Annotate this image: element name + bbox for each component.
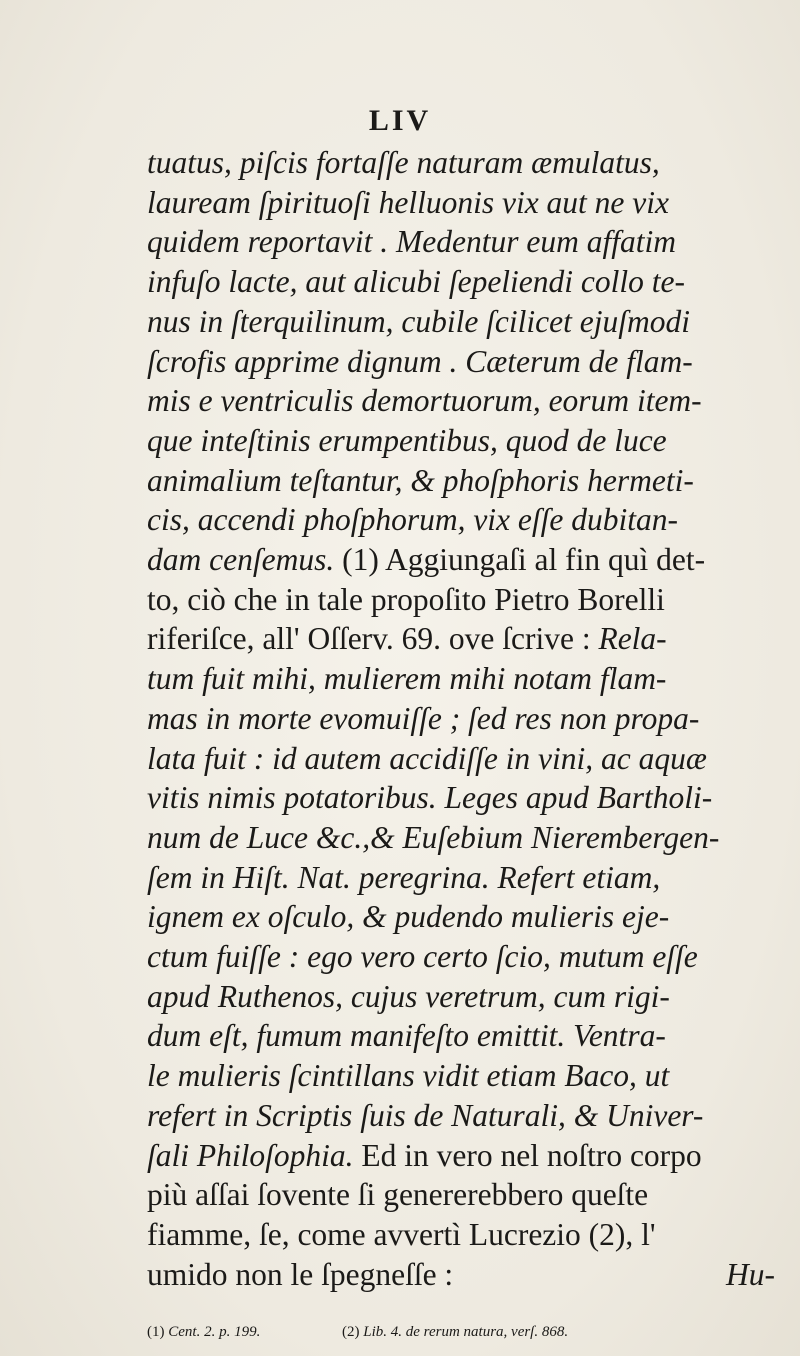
text-line: ſali Philoſophia. Ed in vero nel noſtro corpo [147,1137,702,1173]
text-line: tuatus, piſcis fortaſſe naturam æmulatus, [147,145,660,180]
text-line: le mulieris ſcintillans vidit etiam Baco, ut [147,1058,670,1094]
text-line: cis, accendi phoſphorum, vix eſſe dubitan- [147,502,678,538]
text-line: ſem in Hiſt. Nat. peregrina. Refert etiam, [147,859,661,895]
text-line: infuſo lacte, aut alicubi ſepeliendi collo te- [147,264,685,300]
footnote-1: (1) Cent. 2. p. 199. [147,1324,261,1340]
text-line: fiamme, ſe, come avvertì Lucrezio (2), l' [147,1216,656,1252]
text-line: dam cenſemus. (1) Aggiungaſi al fin quì det- [147,542,706,578]
text-line: num de Luce &c.,& Euſebium Nierembergen- [147,819,720,855]
text-line: ctum fuiſſe : ego vero certo ſcio, mutum eſſe [147,939,698,975]
text-line: que inteſtinis erumpentibus, quod de luce [147,422,667,458]
catchword: Hu- [726,1256,775,1292]
text-line: ignem ex oſculo, & pudendo mulieris eje- [147,899,670,935]
text-line: vitis nimis potatoribus. Leges apud Bartholi- [147,780,713,816]
text-line: riferiſce, all' Oſſerv. 69. ove ſcrive : Rela- [147,621,667,657]
text-line: quidem reportavit . Medentur eum affatim [147,224,676,260]
text-line: refert in Scriptis ſuis de Naturali, & Univer- [147,1097,704,1133]
text-line: lata fuit : id autem accidiſſe in vini, ac aquæ [147,740,707,776]
text-line: nus in ſterquilinum, cubile ſcilicet ejuſmodi [147,303,690,339]
text-line: to, ciò che in tale propoſito Pietro Borelli [147,581,665,617]
page-number-header: LIV [368,104,432,137]
text-line: tum fuit mihi, mulierem mihi notam flam- [147,661,667,697]
text-line: più aſſai ſovente ſi genererebbero queſte [147,1177,649,1213]
text-line: animalium teſtantur, & phoſphoris hermeti- [147,462,694,498]
text-body [147,143,787,1294]
text-line: ſcrofis apprime dignum . Cæterum de flam- [147,343,693,379]
text-line: dum eſt, fumum manifeſto emittit. Ventra- [147,1018,666,1054]
text-line: mis e ventriculis demortuorum, eorum item- [147,383,702,419]
text-line: umido non le ſpegneſſe : Hu- [147,1255,787,1295]
footnote-2: (2) Lib. 4. de rerum natura, verſ. 868. [342,1324,569,1340]
text-line: mas in morte evomuiſſe ; ſed res non propa- [147,700,700,736]
text-line: lauream ſpirituoſi helluonis vix aut ne vix [147,184,669,220]
text-line: apud Ruthenos, cujus veretrum, cum rigi- [147,978,670,1014]
